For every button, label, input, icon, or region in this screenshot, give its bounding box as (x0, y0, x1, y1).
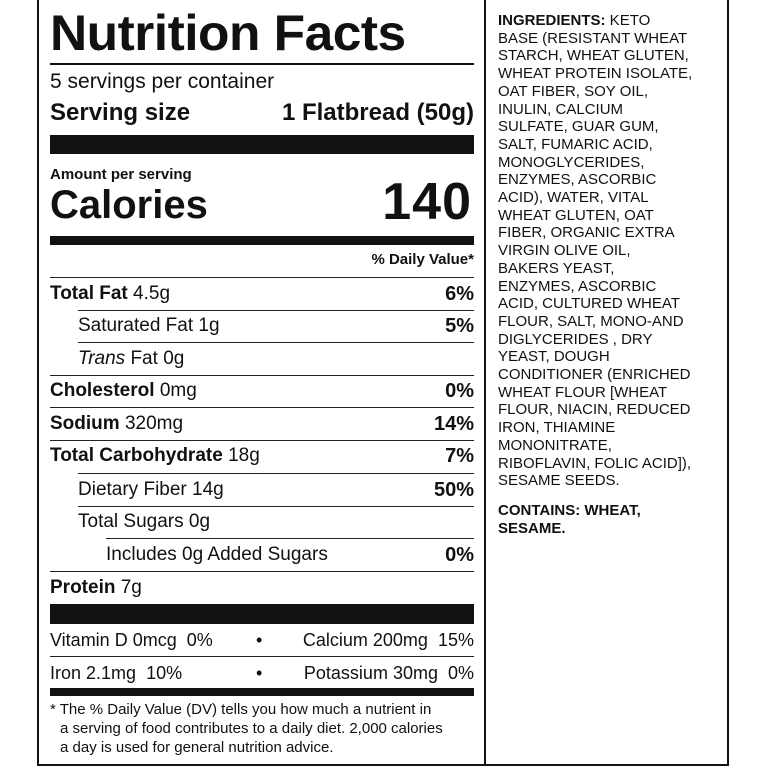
nutrient-row-saturated-fat (50, 311, 474, 341)
nutrient-dv: 6% (445, 283, 474, 305)
ingredients-line: MONOGLYCERIDES, (498, 153, 645, 171)
allergen-statement (498, 502, 720, 538)
nutrient-dv: 0% (445, 380, 474, 402)
ingredients-line: STARCH, WHEAT GLUTEN, (498, 47, 689, 65)
nutrition-facts-panel (40, 0, 484, 766)
iron-dv: 10% (146, 663, 183, 683)
nutrient-row-protein (50, 573, 474, 603)
bullet-separator: • (256, 630, 263, 650)
row-divider (50, 277, 474, 278)
row-divider (50, 656, 474, 657)
nutrient-row-sodium (50, 409, 474, 439)
servings-per-container: 5 servings per container (50, 70, 275, 93)
potassium-dv: 0% (447, 663, 474, 683)
ingredients-line: VIRGIN OLIVE OIL, (498, 242, 631, 260)
iron: Iron 2.1mg 10% (50, 663, 183, 683)
nutrient-dv: 7% (445, 445, 474, 467)
ingredients-line: WHEAT FLOUR [WHEAT (498, 383, 668, 401)
ingredients-line: KETO (605, 12, 651, 29)
row-divider (50, 571, 474, 572)
calories-value: 140 (382, 173, 472, 231)
ingredients-line: FLOUR, SALT, MONO-AND (498, 312, 684, 330)
ingredients-line: WHEAT GLUTEN, OAT (498, 206, 654, 224)
ingredients-line: OAT FIBER, SOY OIL, (498, 82, 649, 100)
ingredients-line: FIBER, ORGANIC EXTRA (498, 224, 675, 242)
nutrient-name: Protein (50, 577, 116, 598)
nutrient-name: Includes 0g Added Sugars (106, 544, 328, 565)
nutrient-name-rest: Fat (130, 348, 158, 369)
ingredients-heading: INGREDIENTS: (498, 12, 606, 29)
calcium: Calcium 200mg 15% (302, 630, 474, 650)
ingredients-line: BASE (RESISTANT WHEAT (498, 29, 688, 47)
nutrient-row-added-sugars (50, 540, 474, 570)
nutrient-row-total-fat (50, 279, 474, 309)
nutrient-amount: 0mg (159, 380, 197, 401)
nutrient-amount: 0g (163, 348, 185, 369)
ingredients-line: BAKERS YEAST, (498, 259, 615, 277)
nutrient-name: Trans (78, 348, 126, 369)
nutrient-amount: 1g (198, 315, 220, 336)
ingredients-line: ACID), WATER, VITAL (498, 189, 649, 207)
ingredients-line: ENZYMES, ASCORBIC (498, 277, 657, 295)
bullet-separator: • (256, 663, 263, 683)
amount-per-serving: Amount per serving (50, 166, 192, 183)
row-divider (78, 342, 474, 343)
row-divider (78, 473, 474, 474)
thick-bar-top (50, 135, 474, 154)
ingredients-line: ACID, CULTURED WHEAT (498, 295, 680, 313)
ingredients-line: MONONITRATE, (498, 436, 612, 454)
nutrient-amount: 0g (188, 511, 211, 532)
nutrient-row-trans-fat (50, 344, 474, 374)
nutrient-amount: 18g (228, 445, 260, 466)
ingredients-line: FLOUR, NIACIN, REDUCED (498, 401, 691, 419)
vitamin-d-dv: 0% (186, 630, 213, 650)
vitamin-d: Vitamin D 0mcg 0% (50, 630, 213, 650)
ingredients-list (498, 12, 720, 490)
ingredients-line: SALT, FUMARIC ACID, (498, 135, 653, 153)
nutrient-amount: 4.5g (133, 283, 171, 304)
serving-size-value: 1 Flatbread (50g) (281, 99, 474, 126)
ingredients-line: CONDITIONER (ENRICHED (498, 366, 691, 384)
nutrient-name: Saturated Fat (78, 315, 194, 336)
nutrient-row-dietary-fiber (50, 475, 474, 505)
nutrient-row-cholesterol (50, 376, 474, 406)
thick-bar-bottom (50, 604, 474, 624)
ingredients-line: RIBOFLAVIN, FOLIC ACID]), (498, 454, 692, 472)
nutrient-amount: 320mg (124, 413, 184, 434)
nutrient-dv: 0% (445, 544, 474, 566)
nutrient-name: Total Fat (50, 283, 128, 304)
ingredients-line: WHEAT PROTEIN ISOLATE, (498, 65, 693, 83)
nutrient-dv: 14% (433, 413, 474, 435)
potassium: Potassium 30mg 0% (303, 663, 474, 683)
calories-label: Calories (50, 183, 208, 227)
footnote (50, 700, 480, 757)
contains-line: SESAME. (498, 519, 566, 537)
serving-size-label: Serving size (50, 99, 191, 126)
calcium-dv: 15% (437, 630, 474, 650)
nutrient-row-total-carbohydrate (50, 441, 474, 471)
nutrient-amount: 14g (192, 479, 224, 500)
daily-value-header: % Daily Value* (371, 251, 474, 268)
ingredients-line: YEAST, DOUGH (498, 348, 610, 366)
nutrient-name: Total Sugars (78, 511, 184, 532)
ingredients-line: SULFATE, GUAR GUM, (498, 118, 659, 136)
row-divider (50, 407, 474, 408)
nutrient-dv: 50% (433, 479, 474, 501)
ingredients-line: DIGLYCERIDES , DRY (498, 330, 653, 348)
ingredients-line: INULIN, CALCIUM (498, 100, 624, 118)
row-divider (106, 538, 474, 539)
title-rule (50, 63, 474, 65)
footnote-line: a serving of food contributes to a daily diet. 2,000 calories (60, 720, 443, 737)
nutrient-name: Dietary Fiber (78, 479, 187, 500)
footnote-line: * The % Daily Value (DV) tells you how much a nutrient in (50, 701, 432, 718)
ingredients-line: IRON, THIAMINE (498, 419, 616, 437)
nutrient-row-total-sugars (50, 507, 474, 537)
contains-line: CONTAINS: WHEAT, (498, 501, 641, 519)
footnote-line: a day is used for general nutrition advice. (60, 739, 334, 756)
ingredients-panel (498, 12, 720, 538)
nutrient-dv: 5% (445, 315, 474, 337)
nutrient-name: Sodium (50, 413, 120, 434)
column-divider (484, 0, 486, 766)
nutrient-amount: 7g (120, 577, 142, 598)
ingredients-line: ENZYMES, ASCORBIC (498, 171, 657, 189)
label-title: Nutrition Facts (50, 5, 406, 61)
ingredients-line: SESAME SEEDS. (498, 472, 620, 490)
nutrient-name: Cholesterol (50, 380, 155, 401)
medium-bar (50, 236, 474, 245)
nutrient-name: Total Carbohydrate (50, 445, 223, 466)
footnote-bar (50, 688, 474, 696)
